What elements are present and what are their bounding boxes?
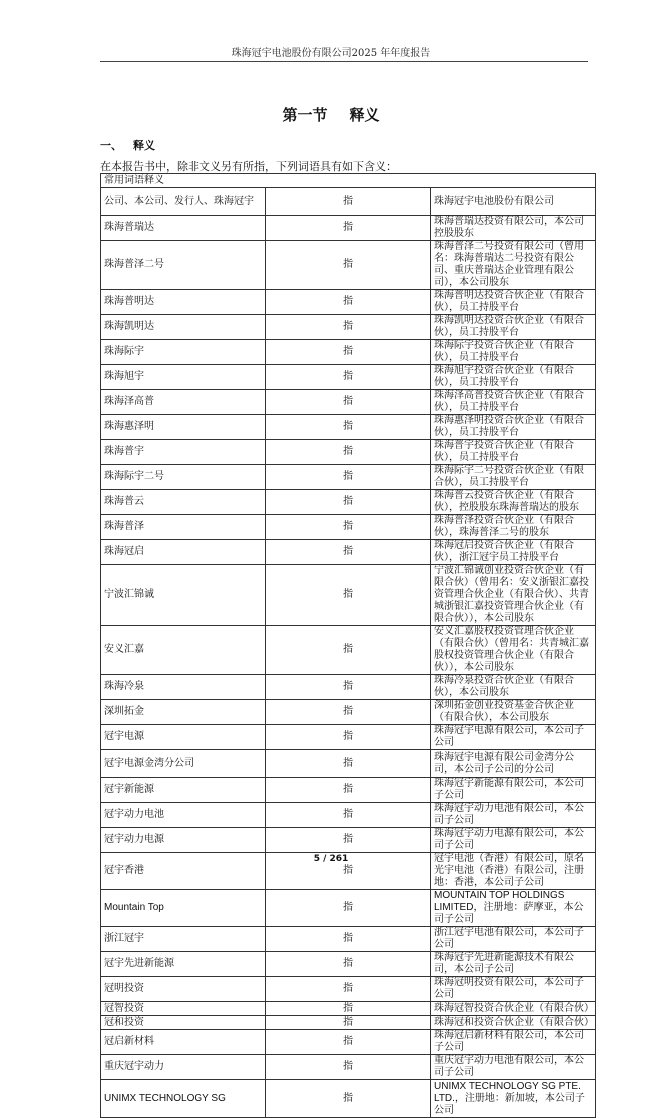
definition-term: 冠宇香港 — [101, 853, 266, 890]
definition-term: 珠海冷泉 — [101, 675, 266, 700]
definition-term: 冠智投资 — [101, 1002, 266, 1016]
definition-term: Mountain Top — [101, 890, 266, 927]
definition-term: 冠宇动力电池 — [101, 803, 266, 828]
definition-marker: 指 — [266, 927, 431, 952]
table-row — [101, 216, 596, 241]
definition-text: 珠海冠宇电源有限公司，本公司子公司 — [431, 725, 596, 750]
subheading-title: 释义 — [133, 139, 155, 152]
definition-term: 安义汇嘉 — [101, 626, 266, 675]
definition-text: 安义汇嘉股权投资管理合伙企业（有限合伙）（曾用名：共青城汇嘉股权投资管理合伙企业（有限合伙）），本公司股东 — [431, 626, 596, 675]
running-header: 珠海冠宇电池股份有限公司2025 年年度报告 — [231, 48, 431, 59]
table-row — [101, 415, 596, 440]
definition-text: 珠海普泽投资合伙企业（有限合伙），珠海普泽二号的股东 — [431, 515, 596, 540]
definition-marker: 指 — [266, 977, 431, 1002]
definition-text: MOUNTAIN TOP HOLDINGS LIMITED，注册地：萨摩亚，本公司子公司 — [431, 890, 596, 927]
definition-term: 冠启新材料 — [101, 1030, 266, 1055]
page-number: 5 / 261 — [313, 854, 349, 864]
definition-text: 深圳拓金创业投资基金合伙企业（有限合伙），本公司股东 — [431, 700, 596, 725]
definition-text: 珠海冠启新材料有限公司，本公司子公司 — [431, 1030, 596, 1055]
definition-text: 珠海冠宇动力电源有限公司，本公司子公司 — [431, 828, 596, 853]
definition-text: 珠海普云投资合伙企业（有限合伙），控股股东珠海普瑞达的股东 — [431, 490, 596, 515]
table-row — [101, 977, 596, 1002]
table-row — [101, 465, 596, 490]
definition-marker: 指 — [266, 565, 431, 626]
definition-marker: 指 — [266, 415, 431, 440]
table-row — [101, 188, 596, 216]
definition-term: 珠海普明达 — [101, 290, 266, 315]
table-row — [101, 675, 596, 700]
definition-text: 重庆冠宇动力电池有限公司，本公司子公司 — [431, 1055, 596, 1080]
definition-term: 珠海冠启 — [101, 540, 266, 565]
definition-marker: 指 — [266, 626, 431, 675]
definition-term: 珠海普泽 — [101, 515, 266, 540]
definition-term: 冠宇电源 — [101, 725, 266, 750]
definition-term: 重庆冠宇动力 — [101, 1055, 266, 1080]
definition-term: 珠海普泽二号 — [101, 241, 266, 290]
table-row — [101, 315, 596, 340]
definition-marker: 指 — [266, 675, 431, 700]
definition-term: 珠海惠泽明 — [101, 415, 266, 440]
intro-text: 在本报告书中，除非文义另有所指，下列词语具有如下含义： — [100, 160, 397, 173]
definition-text: 珠海普宇投资合伙企业（有限合伙），员工持股平台 — [431, 440, 596, 465]
definition-marker: 指 — [266, 700, 431, 725]
definition-marker: 指 — [266, 490, 431, 515]
table-row — [101, 1030, 596, 1055]
definition-marker: 指 — [266, 1030, 431, 1055]
definition-term: 珠海凯明达 — [101, 315, 266, 340]
definition-text: 珠海冠宇电池股份有限公司 — [431, 188, 596, 216]
definition-text: 珠海冠明投资有限公司，本公司子公司 — [431, 977, 596, 1002]
table-row — [101, 390, 596, 415]
table-row — [101, 1055, 596, 1080]
table-row — [101, 725, 596, 750]
definition-term: 深圳拓金 — [101, 700, 266, 725]
section-name: 释义 — [349, 106, 380, 124]
definition-text: 珠海冠宇先进新能源技术有限公司，本公司子公司 — [431, 952, 596, 977]
definition-text: 珠海凯明达投资合伙企业（有限合伙），员工持股平台 — [431, 315, 596, 340]
definition-marker: 指 — [266, 952, 431, 977]
definition-term: 宁波汇锦诚 — [101, 565, 266, 626]
definition-marker: 指 — [266, 778, 431, 803]
definitions-table — [100, 173, 596, 1118]
table-row — [101, 340, 596, 365]
definition-text: 珠海泽高普投资合伙企业（有限合伙），员工持股平台 — [431, 390, 596, 415]
table-row — [101, 952, 596, 977]
definition-text: 浙江冠宇电池有限公司，本公司子公司 — [431, 927, 596, 952]
section-number: 第一节 — [282, 106, 328, 124]
definition-text: 珠海冠启投资合伙企业（有限合伙），浙江冠宇员工持股平台 — [431, 540, 596, 565]
definition-text: 珠海冠宇新能源有限公司，本公司子公司 — [431, 778, 596, 803]
definition-marker: 指 — [266, 365, 431, 390]
definition-text: 珠海际宇投资合伙企业（有限合伙），员工持股平台 — [431, 340, 596, 365]
table-row — [101, 440, 596, 465]
definition-marker: 指 — [266, 725, 431, 750]
definition-text: 珠海冠宇电源有限公司金湾分公司，本公司子公司的分公司 — [431, 750, 596, 778]
table-row — [101, 828, 596, 853]
table-row — [101, 1016, 596, 1030]
definition-marker: 指 — [266, 540, 431, 565]
definition-term: 珠海普瑞达 — [101, 216, 266, 241]
table-row — [101, 1002, 596, 1016]
table-row — [101, 803, 596, 828]
definition-term: 珠海泽高普 — [101, 390, 266, 415]
definition-term: 珠海普宇 — [101, 440, 266, 465]
table-row — [101, 1080, 596, 1118]
definition-marker: 指 — [266, 828, 431, 853]
definition-text: 珠海冠智投资合伙企业（有限合伙） — [431, 1002, 596, 1016]
definition-term: 公司、本公司、发行人、珠海冠宇 — [101, 188, 266, 216]
definition-term: 冠宇先进新能源 — [101, 952, 266, 977]
definition-marker: 指 — [266, 465, 431, 490]
subheading-number: 一、 — [100, 139, 122, 152]
table-row — [101, 778, 596, 803]
definition-marker: 指 — [266, 315, 431, 340]
definition-term: 珠海际宇 — [101, 340, 266, 365]
table-row — [101, 490, 596, 515]
definition-marker: 指 — [266, 1055, 431, 1080]
table-caption: 常用词语释义 — [101, 174, 596, 188]
table-row — [101, 565, 596, 626]
definition-term: 浙江冠宇 — [101, 927, 266, 952]
table-row — [101, 626, 596, 675]
table-row — [101, 927, 596, 952]
table-caption-row — [101, 174, 596, 188]
definition-text: 珠海际宇二号投资合伙企业（有限合伙），员工持股平台 — [431, 465, 596, 490]
definition-marker: 指 — [266, 440, 431, 465]
definition-marker: 指 — [266, 1080, 431, 1118]
definition-marker: 指 — [266, 1002, 431, 1016]
definition-marker: 指 — [266, 515, 431, 540]
definition-term: 冠宇动力电源 — [101, 828, 266, 853]
table-row — [101, 241, 596, 290]
definition-text: 珠海冷泉投资合伙企业（有限合伙），本公司股东 — [431, 675, 596, 700]
table-row — [101, 540, 596, 565]
definition-text: 宁波汇锦诚创业投资合伙企业（有限合伙）（曾用名：安义浙银汇嘉投资管理合伙企业（有限合伙）、共青城浙银汇嘉投资管理合伙企业（有限合伙）），本公司股东 — [431, 565, 596, 626]
header-rule — [100, 61, 588, 62]
definition-text: 珠海普明达投资合伙企业（有限合伙），员工持股平台 — [431, 290, 596, 315]
definition-term: 珠海普云 — [101, 490, 266, 515]
definition-text: 珠海普泽二号投资有限公司（曾用名：珠海普瑞达二号投资有限公司、重庆普瑞达企业管理有限公司），本公司股东 — [431, 241, 596, 290]
definition-term: UNIMX TECHNOLOGY SG — [101, 1080, 266, 1118]
definition-marker: 指 — [266, 1016, 431, 1030]
table-row — [101, 290, 596, 315]
definition-marker: 指 — [266, 853, 431, 890]
definition-text: 珠海普瑞达投资有限公司，本公司控股股东 — [431, 216, 596, 241]
definition-marker: 指 — [266, 241, 431, 290]
definition-text: 珠海惠泽明投资合伙企业（有限合伙），员工持股平台 — [431, 415, 596, 440]
table-row — [101, 515, 596, 540]
subheading — [100, 137, 155, 153]
definition-text: 珠海冠宇动力电池有限公司，本公司子公司 — [431, 803, 596, 828]
definition-term: 冠明投资 — [101, 977, 266, 1002]
definition-term: 珠海旭宇 — [101, 365, 266, 390]
definition-text: 冠宇电池（香港）有限公司，原名光宇电池（香港）有限公司，注册地：香港，本公司子公司 — [431, 853, 596, 890]
definition-marker: 指 — [266, 216, 431, 241]
definition-text: UNIMX TECHNOLOGY SG PTE. LTD.，注册地：新加坡，本公司子公司 — [431, 1080, 596, 1118]
section-title — [0, 104, 662, 125]
definition-term: 冠宇新能源 — [101, 778, 266, 803]
definition-marker: 指 — [266, 803, 431, 828]
definition-term: 冠和投资 — [101, 1016, 266, 1030]
definition-marker: 指 — [266, 890, 431, 927]
table-row — [101, 365, 596, 390]
definition-marker: 指 — [266, 340, 431, 365]
definition-term: 珠海际宇二号 — [101, 465, 266, 490]
table-row — [101, 750, 596, 778]
definition-marker: 指 — [266, 390, 431, 415]
definition-text: 珠海旭宇投资合伙企业（有限合伙），员工持股平台 — [431, 365, 596, 390]
table-row — [101, 890, 596, 927]
table-row — [101, 700, 596, 725]
definition-marker: 指 — [266, 290, 431, 315]
definition-marker: 指 — [266, 188, 431, 216]
definition-text: 珠海冠和投资合伙企业（有限合伙） — [431, 1016, 596, 1030]
definition-marker: 指 — [266, 750, 431, 778]
definition-term: 冠宇电源金湾分公司 — [101, 750, 266, 778]
